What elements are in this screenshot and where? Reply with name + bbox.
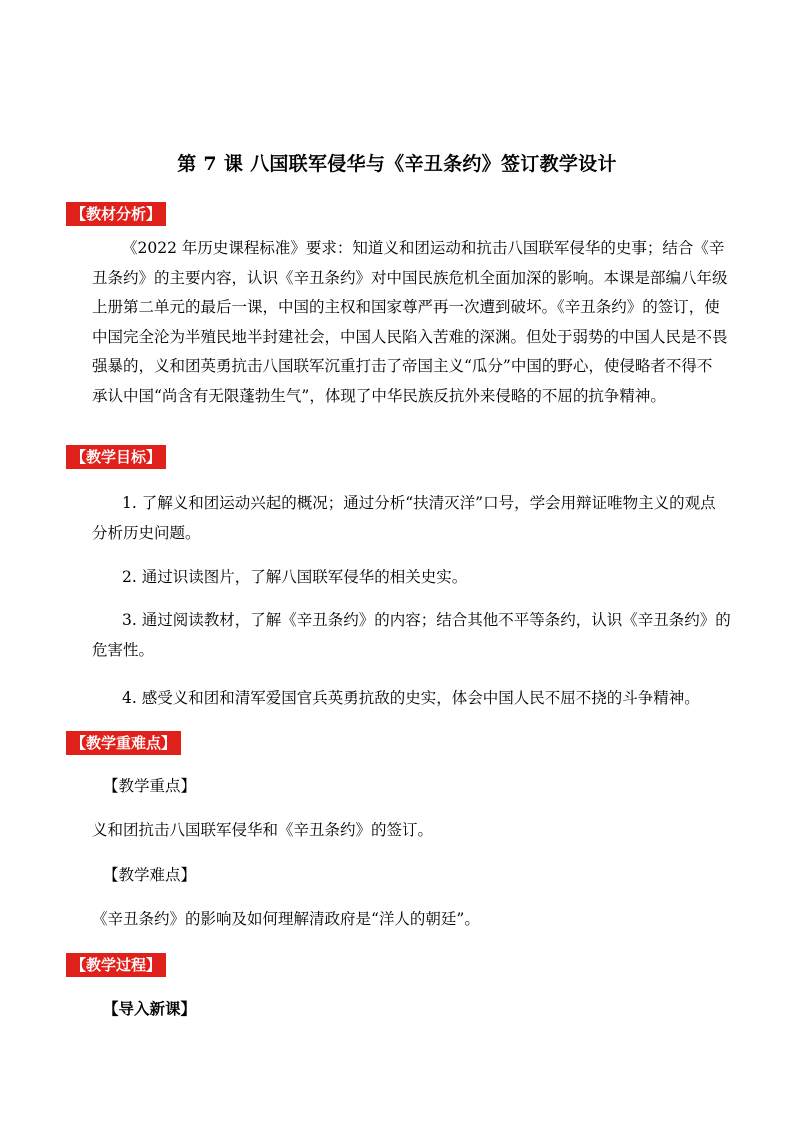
section-label-goals: 【教学目标】 [66, 445, 166, 469]
analysis-line: 中国完全沦为半殖民地半封建社会，中国人民陷入苦难的深渊。但处于弱势的中国人民是不畏 [92, 327, 728, 346]
analysis-paragraph [92, 234, 728, 411]
goal-item-3-line: 3. 通过阅读教材，了解《辛丑条约》的内容；结合其他不平等条约，认识《辛丑条约》的 [122, 611, 731, 629]
focus-heading: 【教学重点】 [103, 777, 197, 795]
intro-heading: 【导入新课】 [103, 999, 197, 1018]
goal-item-1-line: 1. 了解义和团运动兴起的概况；通过分析“扶清灭洋”口号，学会用辩证唯物主义的观点 [122, 494, 716, 512]
goal-item-3 [92, 606, 731, 665]
goal-item-3-line: 危害性。 [92, 640, 155, 659]
section-label-process: 【教学过程】 [66, 953, 166, 977]
goal-item-1 [92, 489, 728, 548]
goal-item-4 [92, 684, 728, 714]
difficulty-heading: 【教学难点】 [103, 866, 197, 884]
analysis-line: 丑条约》的主要内容，认识《辛丑条约》对中国民族危机全面加深的影响。本课是部编八年级 [92, 268, 728, 287]
analysis-line: 承认中国“尚含有无限蓬勃生气”，体现了中华民族反抗外来侵略的不屈的抗争精神。 [92, 386, 666, 405]
goal-item-2-line: 2. 通过识读图片，了解八国联军侵华的相关史实。 [122, 568, 468, 586]
section-label-key-points: 【教学重难点】 [66, 731, 181, 755]
analysis-line: 强暴的，义和团英勇抗击八国联军沉重打击了帝国主义“瓜分”中国的野心，使侵略者不得不 [92, 357, 713, 375]
focus-text: 义和团抗击八国联军侵华和《辛丑条约》的签订。 [92, 821, 434, 839]
goal-item-2 [92, 563, 728, 593]
document-title: 第 7 课 八国联军侵华与《辛丑条约》签订教学设计 [177, 153, 617, 175]
section-label-analysis: 【教材分析】 [66, 202, 166, 226]
analysis-line: 上册第二单元的最后一课，中国的主权和国家尊严再一次遭到破坏。《辛丑条约》的签订，使 [92, 298, 720, 316]
goal-item-1-line: 分析历史问题。 [92, 523, 201, 542]
analysis-line: 《2022 年历史课程标准》要求：知道义和团运动和抗击八国联军侵华的史事；结合《辛 [122, 239, 725, 257]
difficulty-text: 《辛丑条约》的影响及如何理解清政府是“洋人的朝廷”。 [92, 910, 480, 928]
goal-item-4-line: 4. 感受义和团和清军爱国官兵英勇抗敌的史实，体会中国人民不屈不挠的斗争精神。 [122, 689, 700, 707]
